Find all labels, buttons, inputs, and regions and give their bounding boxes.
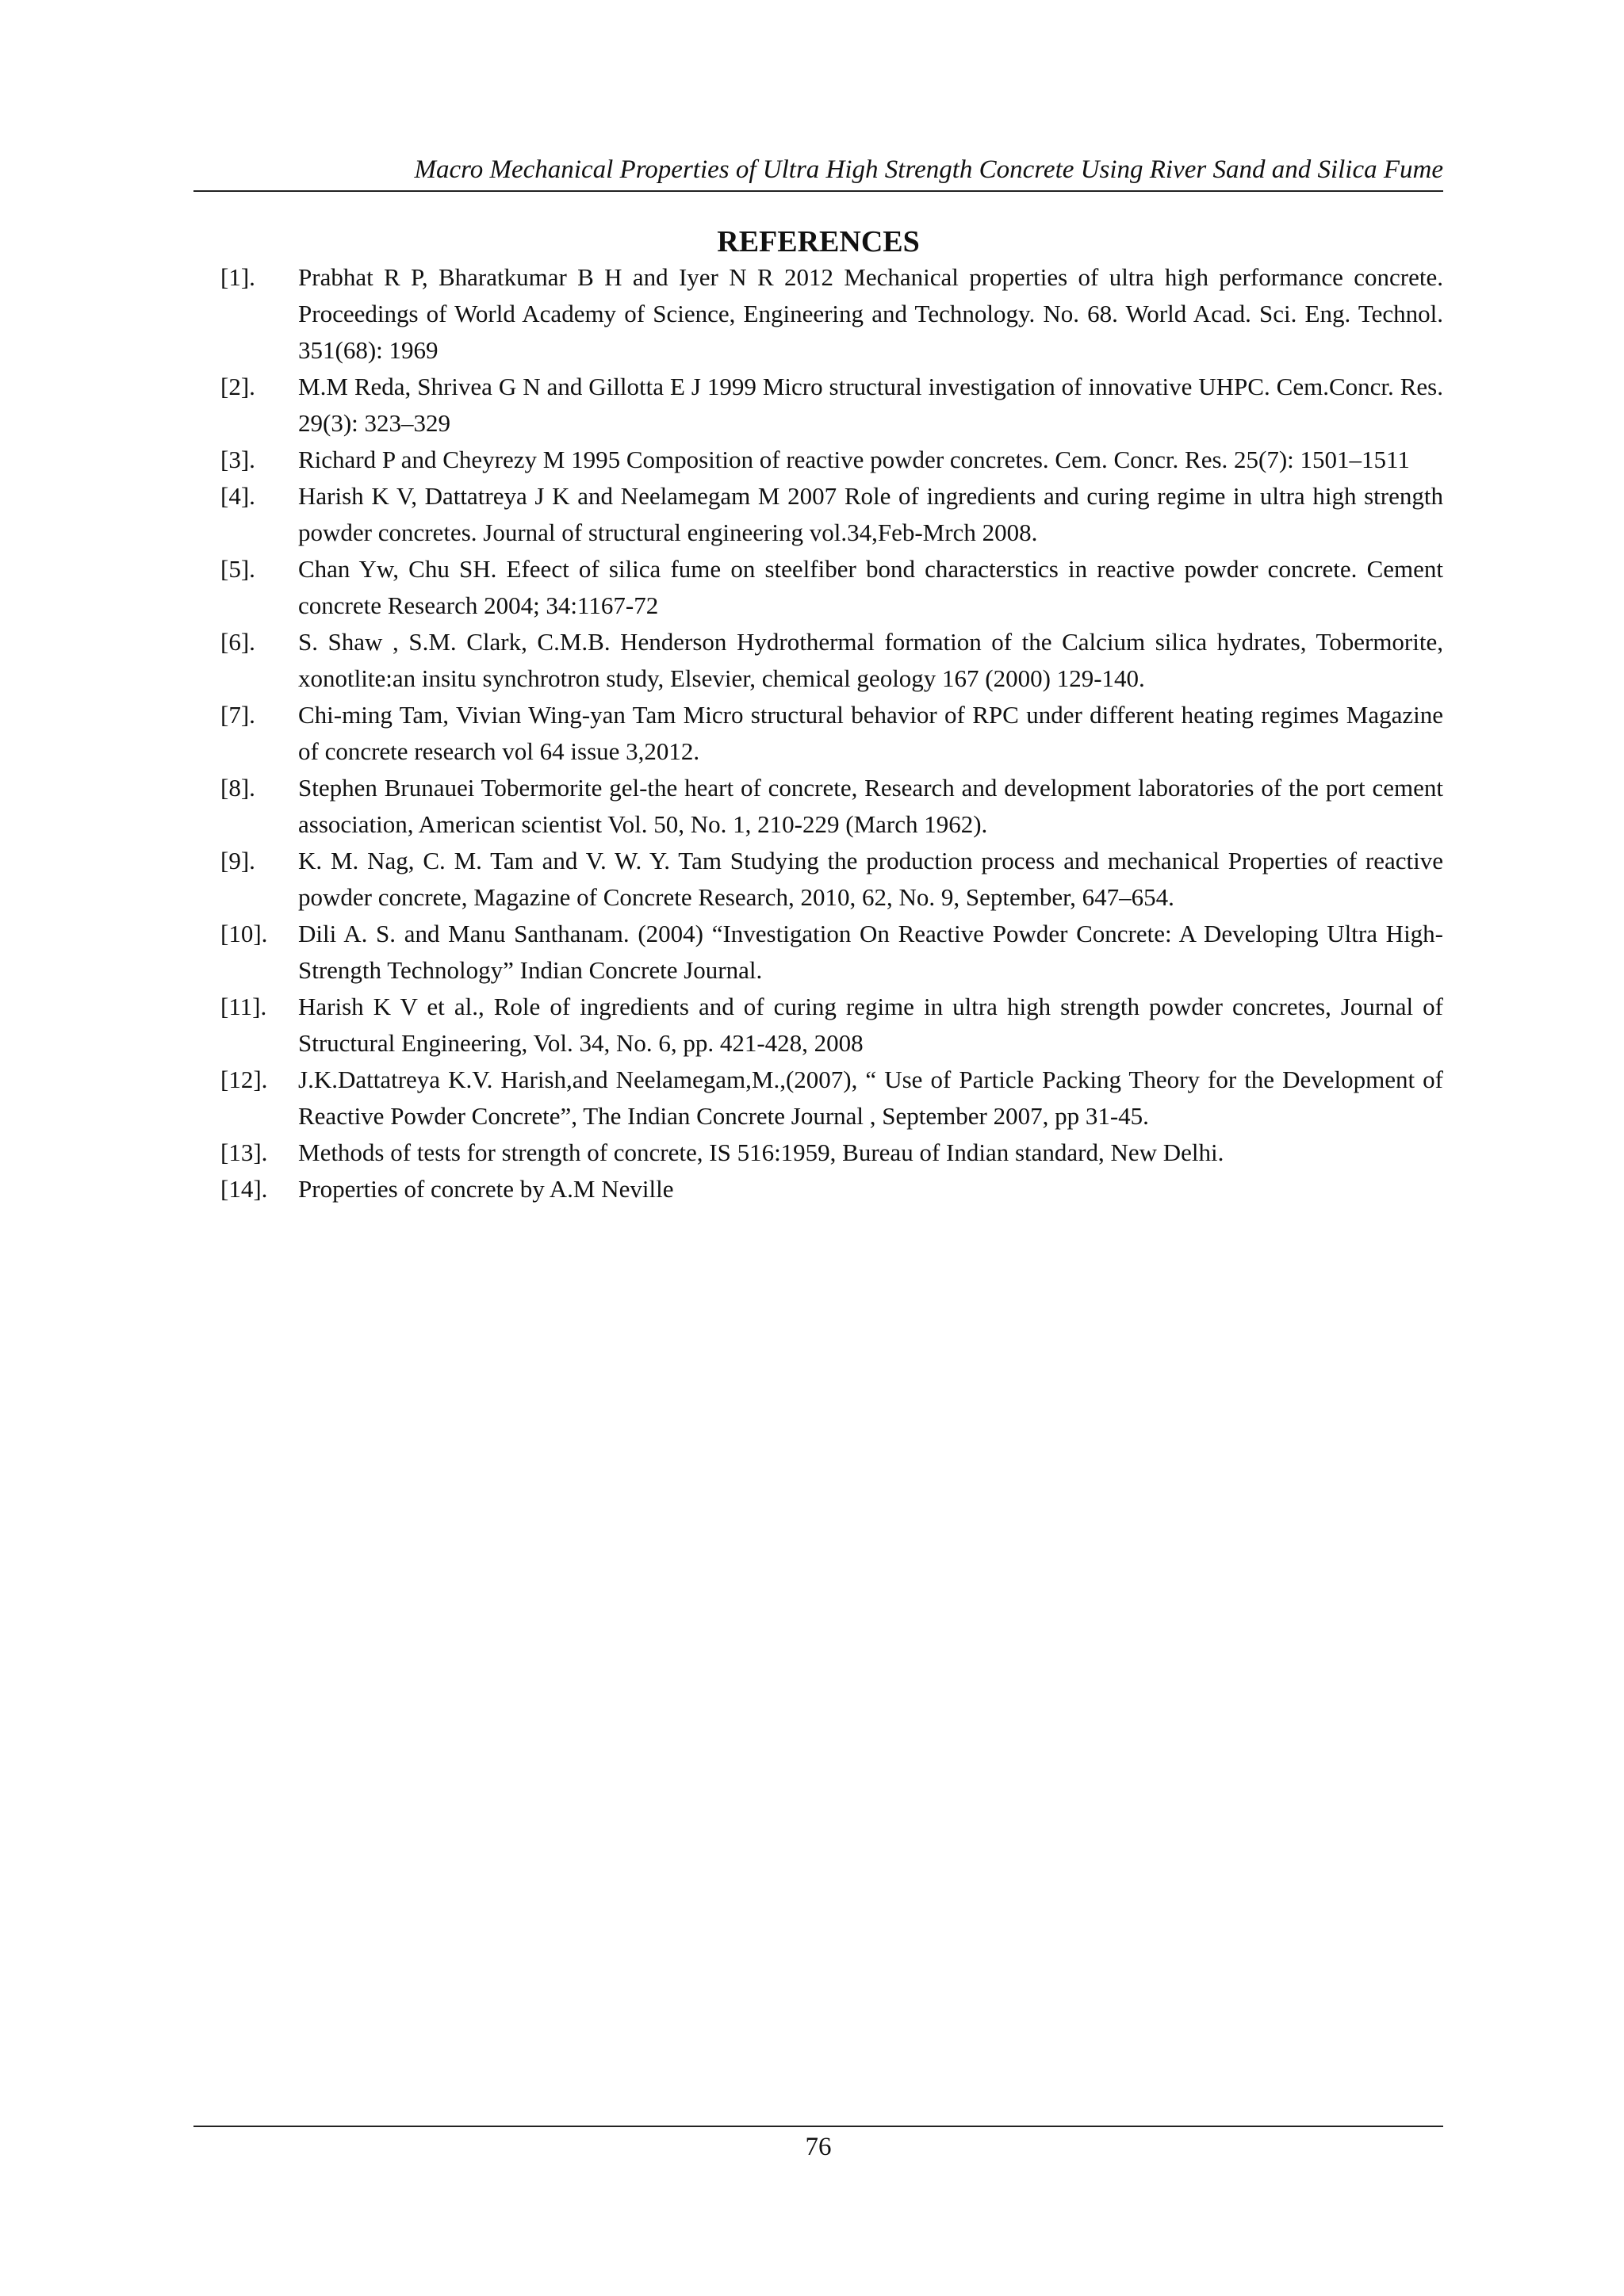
reference-text: Dili A. S. and Manu Santhanam. (2004) “Investigation On Reactive Powder Concrete: A Developing Ultra High-Strength Technology” Indian Concrete Journal. xyxy=(298,920,1443,984)
reference-text: S. Shaw , S.M. Clark, C.M.B. Henderson Hydrothermal formation of the Calcium silica hydrates, Tobermorite, xonotlite:an insitu synchrotron study, Elsevier, chemical geology 167 (2000) 129-140. xyxy=(298,628,1443,692)
reference-number: [9]. xyxy=(220,847,255,874)
page-number: 76 xyxy=(805,2133,832,2161)
reference-number: [10]. xyxy=(220,920,268,947)
reference-text: Harish K V et al., Role of ingredients and of curing regime in ultra high strength powder concretes, Journal of Structural Engineering, Vol. 34, No. 6, pp. 421-428, 2008 xyxy=(298,993,1443,1057)
reference-number: [8]. xyxy=(220,774,255,802)
reference-item xyxy=(220,442,1443,478)
reference-item xyxy=(220,1135,1443,1171)
footer-rule xyxy=(193,2126,1443,2127)
reference-text: Properties of concrete by A.M Neville xyxy=(298,1175,674,1203)
reference-number: [6]. xyxy=(220,628,255,656)
reference-number: [2]. xyxy=(220,373,255,400)
reference-number: [4]. xyxy=(220,482,255,510)
reference-item xyxy=(220,259,1443,369)
reference-item xyxy=(220,1062,1443,1135)
reference-item xyxy=(220,697,1443,770)
reference-item xyxy=(220,916,1443,989)
reference-text: Prabhat R P, Bharatkumar B H and Iyer N R 2012 Mechanical properties of ultra high performance concrete. Proceedings of World Academy of Science, Engineering and Technology. No. 68. World Acad. Sci. Eng. Technol. 351(68): 1969 xyxy=(298,263,1443,364)
reference-text: M.M Reda, Shrivea G N and Gillotta E J 1999 Micro structural investigation of innovative UHPC. Cem.Concr. Res. 29(3): 323–329 xyxy=(298,373,1443,437)
reference-number: [13]. xyxy=(220,1138,268,1166)
reference-item xyxy=(220,551,1443,624)
reference-number: [7]. xyxy=(220,701,255,729)
reference-number: [11]. xyxy=(220,993,267,1020)
reference-number: [3]. xyxy=(220,446,255,473)
reference-text: Chi-ming Tam, Vivian Wing-yan Tam Micro structural behavior of RPC under different heating regimes Magazine of concrete research vol 64 issue 3,2012. xyxy=(298,701,1443,765)
reference-item xyxy=(220,1171,1443,1207)
reference-item xyxy=(220,770,1443,843)
section-title: REFERENCES xyxy=(717,225,920,258)
reference-text: Chan Yw, Chu SH. Efeect of silica fume on steelfiber bond characterstics in reactive powder concrete. Cement concrete Research 2004; 34:1167-72 xyxy=(298,555,1443,619)
reference-number: [12]. xyxy=(220,1066,268,1093)
reference-number: [5]. xyxy=(220,555,255,583)
reference-list xyxy=(220,259,1443,1207)
reference-text: Stephen Brunauei Tobermorite gel-the heart of concrete, Research and development laboratories of the port cement association, American scientist Vol. 50, No. 1, 210-229 (March 1962). xyxy=(298,774,1443,838)
running-header xyxy=(193,152,1443,192)
reference-item xyxy=(220,989,1443,1062)
reference-text: Methods of tests for strength of concrete, IS 516:1959, Bureau of Indian standard, New Delhi. xyxy=(298,1138,1224,1166)
reference-item xyxy=(220,843,1443,916)
reference-text: K. M. Nag, C. M. Tam and V. W. Y. Tam Studying the production process and mechanical Properties of reactive powder concrete, Magazine of Concrete Research, 2010, 62, No. 9, September, 647–654. xyxy=(298,847,1443,911)
running-header-title: Macro Mechanical Properties of Ultra High Strength Concrete Using River Sand and Silica Fume xyxy=(414,155,1443,184)
reference-number: [14]. xyxy=(220,1175,268,1203)
reference-item xyxy=(220,478,1443,551)
reference-item xyxy=(220,624,1443,697)
reference-item xyxy=(220,369,1443,442)
reference-text: Harish K V, Dattatreya J K and Neelamegam M 2007 Role of ingredients and curing regime in ultra high strength powder concretes. Journal of structural engineering vol.34,Feb-Mrch 2008. xyxy=(298,482,1443,546)
reference-text: J.K.Dattatreya K.V. Harish,and Neelamegam,M.,(2007), “ Use of Particle Packing Theory for the Development of Reactive Powder Concrete”, The Indian Concrete Journal , September 2007, pp 31-45. xyxy=(298,1066,1443,1130)
reference-number: [1]. xyxy=(220,263,255,291)
reference-text: Richard P and Cheyrezy M 1995 Composition of reactive powder concretes. Cem. Concr. Res. 25(7): 1501–1511 xyxy=(298,446,1410,473)
